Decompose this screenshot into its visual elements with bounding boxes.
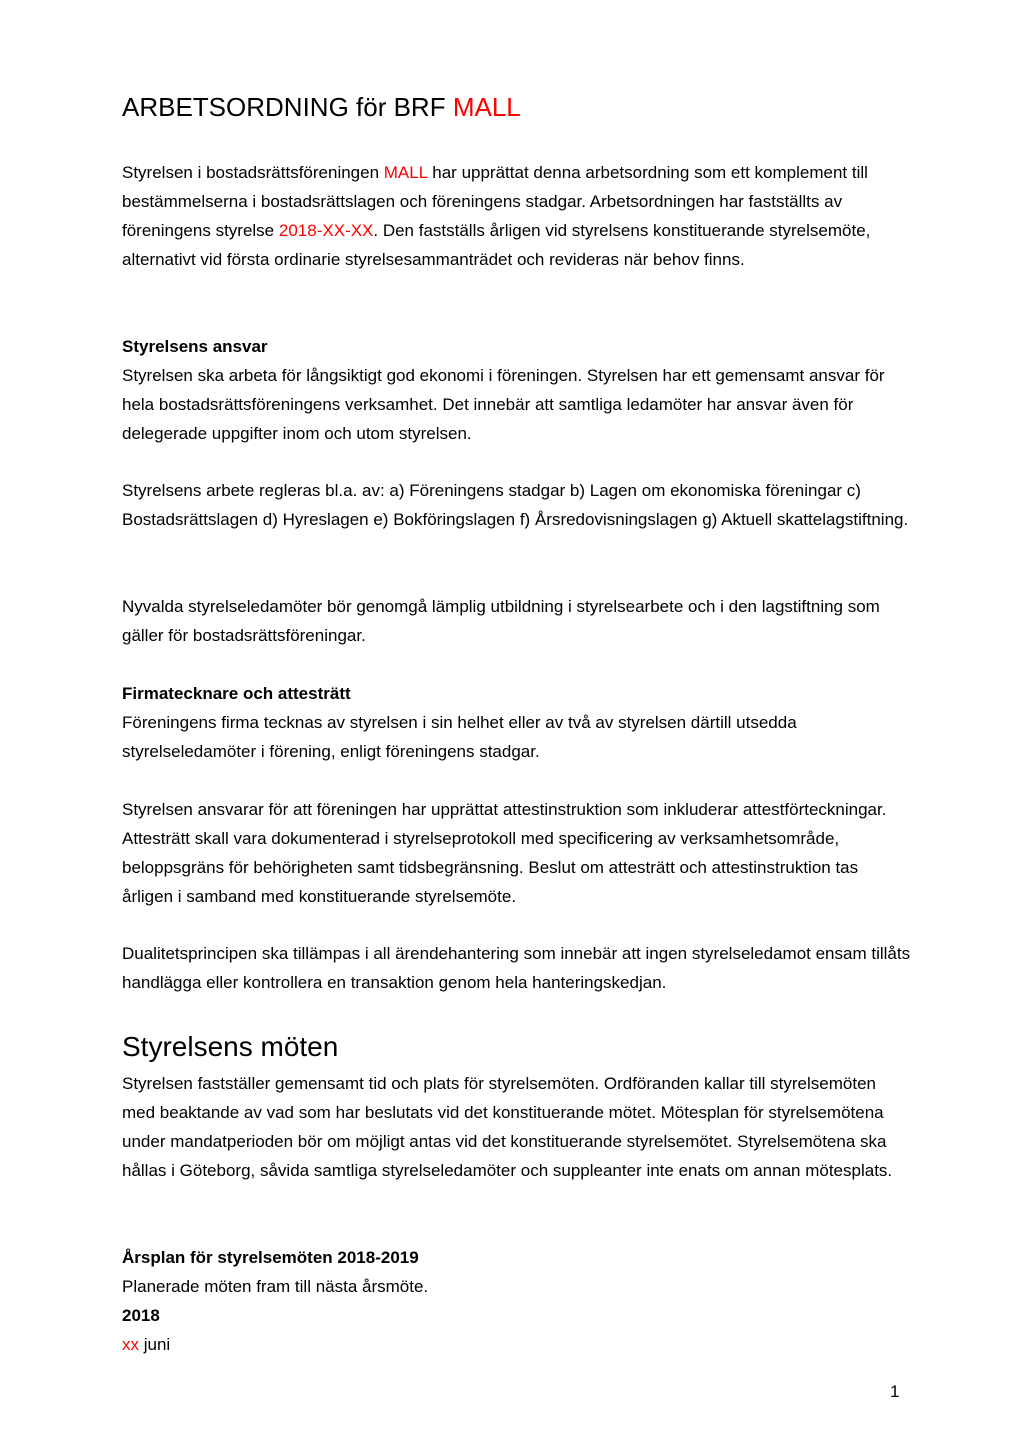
arsplan-heading: Årsplan för styrelsemöten 2018-2019 — [122, 1248, 419, 1267]
arsplan-section — [122, 1243, 428, 1359]
arsplan-date-highlight: xx — [122, 1335, 139, 1354]
intro-text-3: . Den fastställs årligen vid styrelsens konstituerande styrelsemöte, alternativt vid första ordinarie styrelsesammanträdet och revideras när behov finns. — [122, 221, 871, 269]
regleras-paragraph: Styrelsens arbete regleras bl.a. av: a) Föreningens stadgar b) Lagen om ekonomiska föreningar c) Bostadsrättslagen d) Hyreslagen e) Bokföringslagen f) Årsredovisningslagen g) Aktuell skattelagstiftning. — [122, 481, 909, 529]
title-prefix: ARBETSORDNING för BRF — [122, 92, 453, 122]
document-title — [122, 89, 521, 125]
intro-highlight-name: MALL — [383, 163, 428, 182]
dualitet-paragraph: Dualitetsprincipen ska tillämpas i all ärendehantering som innebär att ingen styrelseledamot ensam tillåts handlägga eller kontrollera en transaktion genom hela hanteringskedjan. — [122, 944, 911, 992]
ansvar-text: Styrelsen ska arbeta för långsiktigt god ekonomi i föreningen. Styrelsen har ett gemensamt ansvar för hela bostadsrättsföreningens verksamhet. Det innebär att samtliga ledamöter har ansvar även för delegerade uppgifter inom och utom styrelsen. — [122, 366, 885, 443]
intro-text-2: har upprättat denna arbetsordning som ett komplement till bestämmelserna i bostadsrättslagen och föreningens stadgar. Arbetsordningen har fastställts av föreningens styrelse — [122, 163, 868, 240]
moten-heading: Styrelsens möten — [122, 1031, 339, 1062]
firma-heading: Firmatecknare och attesträtt — [122, 684, 351, 703]
arsplan-date — [122, 1330, 428, 1359]
ansvar-heading: Styrelsens ansvar — [122, 337, 268, 356]
page-number: 1 — [890, 1382, 900, 1401]
arsplan-subtitle: Planerade möten fram till nästa årsmöte. — [122, 1277, 429, 1296]
moten-paragraph: Styrelsen fastställer gemensamt tid och plats för styrelsemöten. Ordföranden kallar till styrelsemöten med beaktande av vad som har beslutats vid det konstituerande mötet. Mötesplan för styrelsemötena under mandatperioden bör om möjligt antas vid det konstituerande styrelsemötet. Styrelsemötena ska hållas i Göteborg, såvida samtliga styrelseledamöter och suppleanter inte enats om annan mötesplats. — [122, 1074, 893, 1180]
attest-paragraph: Styrelsen ansvarar för att föreningen har upprättat attestinstruktion som inkluderar attestförteckningar. Attesträtt skall vara dokumenterad i styrelseprotokoll med specificering av verksamhetsområde, beloppsgräns för behörigheten samt tidsbegränsning. Beslut om attesträtt och attestinstruktion tas årligen i samband med konstituerande styrelsemöte. — [122, 800, 887, 906]
title-highlight: MALL — [452, 92, 521, 122]
arsplan-year: 2018 — [122, 1306, 160, 1325]
intro-highlight-date: 2018-XX-XX — [278, 221, 374, 240]
arsplan-date-rest: juni — [139, 1335, 171, 1354]
intro-paragraph — [122, 158, 912, 274]
firma-section — [122, 679, 912, 766]
ansvar-section — [122, 332, 912, 448]
intro-text-1: Styrelsen i bostadsrättsföreningen — [122, 163, 384, 182]
nyvalda-paragraph: Nyvalda styrelseledamöter bör genomgå lämplig utbildning i styrelsearbete och i den lagstiftning som gäller för bostadsrättsföreningar. — [122, 597, 880, 645]
firma-text: Föreningens firma tecknas av styrelsen i sin helhet eller av två av styrelsen därtill utsedda styrelseledamöter i förening, enligt föreningens stadgar. — [122, 713, 797, 761]
